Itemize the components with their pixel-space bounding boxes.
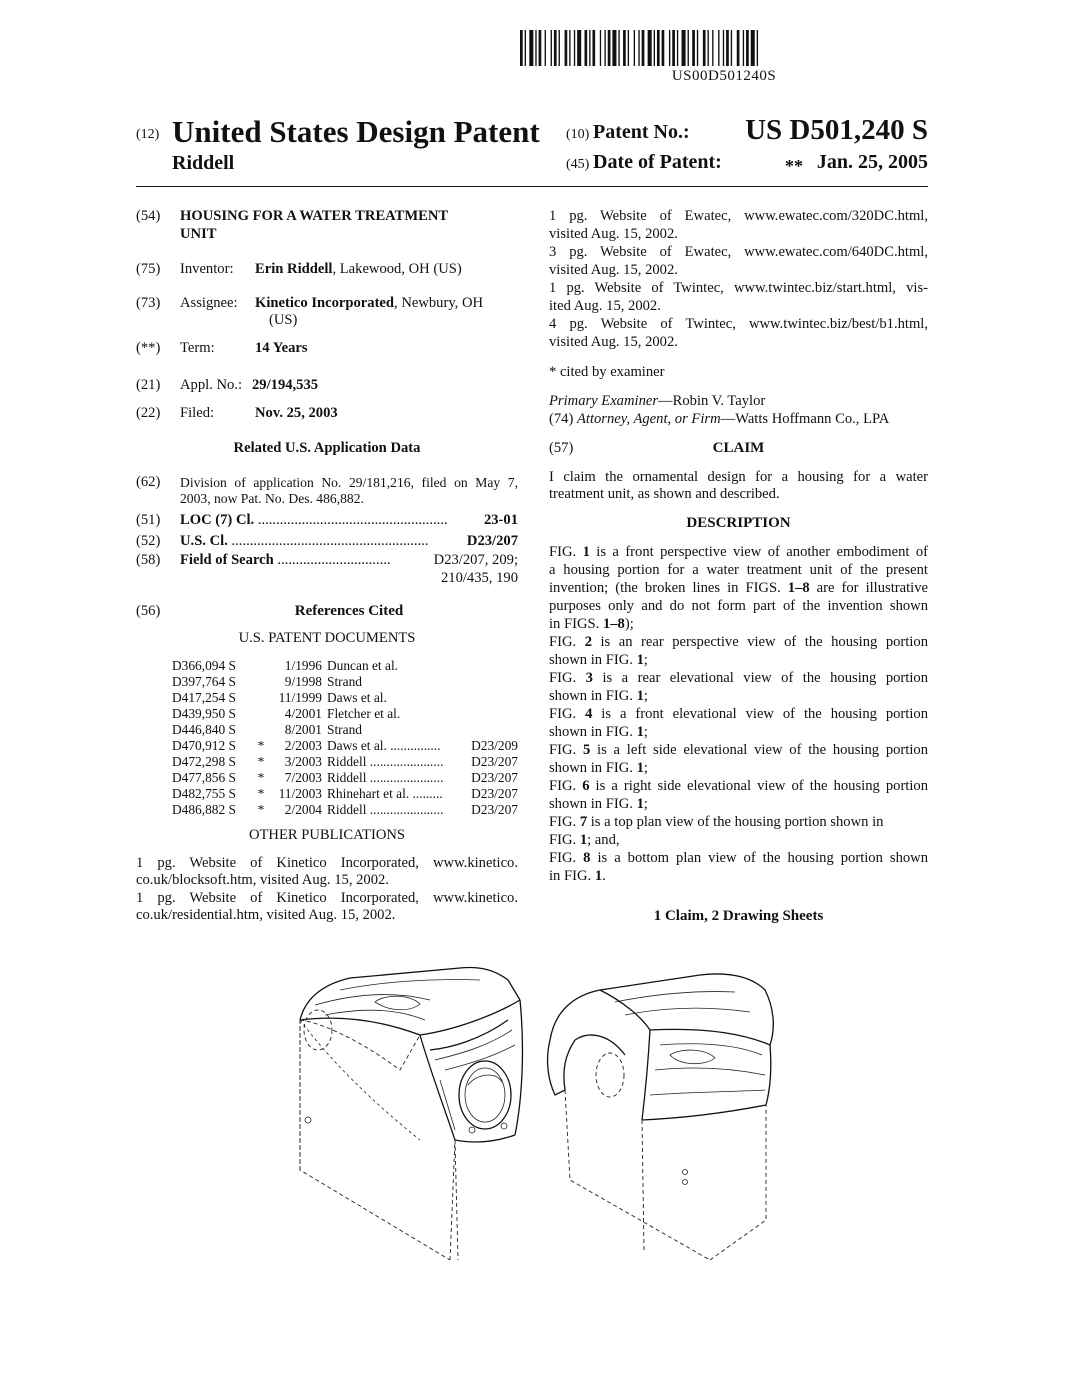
reference-name: Riddell ...................... xyxy=(327,770,444,785)
reference-class: D23/207 xyxy=(471,802,518,817)
description-text xyxy=(549,543,928,885)
header-rule xyxy=(136,186,928,187)
field-of-search-label: Field of Search xyxy=(180,552,274,568)
code-51: (51) xyxy=(136,512,161,528)
barcode-bar xyxy=(654,30,655,66)
figure-1-front-perspective xyxy=(280,960,540,1260)
barcode-bar xyxy=(712,30,713,66)
us-class-leader: ...................................................... xyxy=(227,533,429,549)
reference-date: 2/2003 xyxy=(284,738,322,753)
filed-label: Filed: xyxy=(180,405,215,421)
date-of-patent-label: Date of Patent: xyxy=(593,151,722,173)
reference-row xyxy=(172,722,518,738)
reference-row xyxy=(172,706,518,722)
reference-cited-mark: * xyxy=(257,738,265,753)
code-75: (75) xyxy=(136,261,161,277)
barcode-bar xyxy=(554,30,557,66)
us-class-label: U.S. Cl. xyxy=(180,533,228,549)
reference-class: D23/209 xyxy=(471,738,518,753)
title-line-1: HOUSING FOR A WATER TREATMENT xyxy=(180,208,449,224)
assignee xyxy=(255,295,483,312)
publication-line: visited Aug. 15, 2002. xyxy=(549,262,678,278)
reference-class: D23/207 xyxy=(471,754,518,769)
reference-number: D366,094 S xyxy=(172,658,236,673)
reference-row xyxy=(172,786,518,802)
barcode-bar xyxy=(746,30,749,66)
reference-number: D472,298 S xyxy=(172,754,236,769)
description-line: in FIG. 1. xyxy=(549,868,606,884)
publication-line: 4 pg. Website of Twintec, www.twintec.biz/best/b1.html, xyxy=(549,316,928,332)
term-value: 14 Years xyxy=(255,340,308,356)
barcode-bar xyxy=(529,30,533,66)
reference-name: Fletcher et al. xyxy=(327,706,401,721)
reference-date: 9/1998 xyxy=(284,674,322,689)
attorney xyxy=(549,411,889,428)
barcode-number: US00D501240S xyxy=(671,68,777,84)
description-line: shown in FIG. 1; xyxy=(549,796,648,812)
loc-class-value: 23-01 xyxy=(483,512,518,528)
barcode-bar xyxy=(718,30,719,66)
field-of-search-value-1: D23/207, 209; xyxy=(433,552,518,568)
code-45: (45) xyxy=(566,157,590,172)
description-line: shown in FIG. 1; xyxy=(549,760,648,776)
division-line-2: 2003, now Pat. No. Des. 486,882. xyxy=(180,491,364,506)
filed-date: Nov. 25, 2003 xyxy=(255,405,338,421)
inventor-surname: Riddell xyxy=(172,152,235,174)
loc-class-label: LOC (7) Cl. xyxy=(180,512,255,528)
description-line: FIG. 7 is a top plan view of the housing portion shown in xyxy=(549,814,884,830)
description-line: FIG. 6 is a right side elevational view of the housing portion xyxy=(549,778,929,794)
figure-2-rear-perspective xyxy=(540,960,800,1260)
barcode-bar xyxy=(743,30,744,66)
patent-number-label: Patent No.: xyxy=(593,121,690,143)
claims-and-sheets: 1 Claim, 2 Drawing Sheets xyxy=(653,908,824,924)
reference-name: Rhinehart et al. ......... xyxy=(327,786,443,801)
other-publications-heading: OTHER PUBLICATIONS xyxy=(248,827,406,843)
reference-date: 1/1996 xyxy=(284,658,322,673)
barcode-bar xyxy=(657,30,660,66)
primary-examiner xyxy=(549,393,765,410)
reference-name: Duncan et al. xyxy=(327,658,399,673)
description-line: a housing portion for a water treatment unit of the present xyxy=(549,562,928,578)
reference-date: 11/1999 xyxy=(278,690,322,705)
reference-row xyxy=(172,802,518,818)
barcode-bar xyxy=(520,30,523,66)
reference-class: D23/207 xyxy=(471,786,518,801)
publication-line: 1 pg. Website of Twintec, www.twintec.biz/start.html, vis- xyxy=(549,280,928,296)
reference-row xyxy=(172,770,518,786)
reference-number: D477,856 S xyxy=(172,770,236,785)
publication-line: 3 pg. Website of Ewatec, www.ewatec.com/640DC.html, xyxy=(549,244,928,260)
primary-examiner-label: Primary Examiner xyxy=(549,393,659,409)
assignee-location: , Newbury, OH xyxy=(394,295,484,311)
cited-by-examiner: * cited by examiner xyxy=(549,364,665,380)
reference-row xyxy=(172,754,518,770)
description-line: invention; (the broken lines in FIGS. 1–8 are for illustrative xyxy=(549,580,928,596)
barcode-bar xyxy=(638,30,639,66)
code-54: (54) xyxy=(136,208,161,224)
barcode-bar xyxy=(708,30,709,66)
reference-date: 11/2003 xyxy=(278,786,322,801)
code-58: (58) xyxy=(136,552,161,568)
barcode-bar xyxy=(634,30,635,66)
barcode-bar xyxy=(669,30,670,66)
barcode-bar xyxy=(600,30,601,66)
reference-cited-mark: * xyxy=(257,770,265,785)
right-column xyxy=(549,208,928,352)
reference-number: D470,912 S xyxy=(172,738,236,753)
barcode-bar xyxy=(612,30,616,66)
inventor-name: Erin Riddell xyxy=(255,261,333,277)
barcode-bar xyxy=(545,30,546,66)
reference-number: D486,882 S xyxy=(172,802,236,817)
reference-number: D446,840 S xyxy=(172,722,236,737)
title-line-2: UNIT xyxy=(180,226,217,242)
other-pub-1-line-2: co.uk/blocksoft.htm, visited Aug. 15, 2002. xyxy=(136,872,389,888)
term-label: Term: xyxy=(180,340,215,356)
description-line: FIG. 3 is a rear elevational view of the housing portion xyxy=(549,670,928,686)
claim-line-2: treatment unit, as shown and described. xyxy=(549,486,780,502)
barcode-bar xyxy=(574,30,575,66)
barcode-bar xyxy=(677,30,678,66)
reference-row xyxy=(172,674,518,690)
code-term: (**) xyxy=(136,340,161,356)
barcode-bar xyxy=(618,30,619,66)
division-line-1: Division of application No. 29/181,216, filed on May 7, xyxy=(180,475,518,490)
code-62: (62) xyxy=(136,474,161,490)
other-publications-continued xyxy=(549,208,928,351)
reference-date: 7/2003 xyxy=(284,770,322,785)
reference-name: Strand xyxy=(327,722,362,737)
inventor-label: Inventor: xyxy=(180,261,234,277)
publication-line: 1 pg. Website of Ewatec, www.ewatec.com/320DC.html, xyxy=(549,208,928,224)
barcode-bar xyxy=(628,30,629,66)
attorney-label: Attorney, Agent, or Firm xyxy=(576,411,721,427)
description-line: FIG. 1; and, xyxy=(549,832,620,848)
assignee-name: Kinetico Incorporated xyxy=(255,295,395,311)
barcode-bar xyxy=(688,30,689,66)
description-line: FIG. 1 is a front perspective view of another embodiment of xyxy=(549,544,928,560)
reference-cited-mark: * xyxy=(257,802,265,817)
other-pub-1-line-1: 1 pg. Website of Kinetico Incorporated, www.kinetico. xyxy=(136,855,518,871)
barcode-bar xyxy=(682,30,686,66)
barcode xyxy=(520,30,928,66)
code-10: (10) xyxy=(566,127,590,142)
description-line: purposes only and do not form part of the invention shown xyxy=(549,598,928,614)
barcode-bar xyxy=(757,30,758,66)
publication-line: visited Aug. 15, 2002. xyxy=(549,334,678,350)
description-line: shown in FIG. 1; xyxy=(549,652,648,668)
description-heading: DESCRIPTION xyxy=(686,515,791,531)
barcode-bar xyxy=(589,30,590,66)
reference-number: D482,755 S xyxy=(172,786,236,801)
description-line: FIG. 8 is a bottom plan view of the housing portion shown xyxy=(549,850,929,866)
barcode-bar xyxy=(551,30,552,66)
barcode-bar xyxy=(604,30,605,66)
description-line: shown in FIG. 1; xyxy=(549,688,648,704)
code-56: (56) xyxy=(136,603,161,619)
publication-line: visited Aug. 15, 2002. xyxy=(549,226,678,242)
barcode-bar xyxy=(737,30,740,66)
related-data-heading: Related U.S. Application Data xyxy=(233,440,421,456)
date-of-patent: Jan. 25, 2005 xyxy=(816,151,928,173)
description-line: FIG. 2 is an rear perspective view of the housing portion xyxy=(549,634,928,650)
appl-no: 29/194,535 xyxy=(252,377,319,393)
references-heading: References Cited xyxy=(294,603,404,619)
primary-examiner-name: —Robin V. Taylor xyxy=(658,393,766,409)
attorney-name: —Watts Hoffmann Co., LPA xyxy=(720,411,890,427)
barcode-bar xyxy=(726,30,729,66)
document-title: United States Design Patent xyxy=(172,114,540,149)
code-74: (74) xyxy=(549,411,574,427)
barcode-bar xyxy=(592,30,595,66)
barcode-bar xyxy=(608,30,611,66)
reference-name: Daws et al. xyxy=(327,690,387,705)
us-patent-documents-heading: U.S. PATENT DOCUMENTS xyxy=(238,630,416,646)
claim-line-1: I claim the ornamental design for a housing for a water xyxy=(549,469,928,485)
description-line: in FIGS. 1–8); xyxy=(549,616,634,632)
inventor-location: , Lakewood, OH (US) xyxy=(332,261,462,277)
reference-number: D397,764 S xyxy=(172,674,236,689)
reference-number: D417,254 S xyxy=(172,690,236,705)
reference-cited-mark: * xyxy=(257,786,265,801)
barcode-bar xyxy=(751,30,755,66)
assignee-label: Assignee: xyxy=(180,295,238,311)
loc-class-leader: .................................................... xyxy=(254,512,448,528)
claim-heading: CLAIM xyxy=(712,440,765,456)
barcode-bar xyxy=(525,30,526,66)
reference-number: D439,950 S xyxy=(172,706,236,721)
barcode-bar xyxy=(697,30,698,66)
field-of-search-leader: ............................... xyxy=(273,552,391,568)
description-line: FIG. 4 is a front elevational view of the housing portion xyxy=(549,706,928,722)
reference-class: D23/207 xyxy=(471,770,518,785)
reference-row xyxy=(172,690,518,706)
barcode-bar xyxy=(539,30,542,66)
code-73: (73) xyxy=(136,295,161,311)
other-pub-2-line-1: 1 pg. Website of Kinetico Incorporated, www.kinetico. xyxy=(136,890,518,906)
barcode-bar xyxy=(642,30,645,66)
reference-date: 8/2001 xyxy=(284,722,322,737)
inventor xyxy=(255,261,462,278)
publication-line: ited Aug. 15, 2002. xyxy=(549,298,661,314)
field-of-search-value-2: 210/435, 190 xyxy=(440,570,518,586)
reference-row xyxy=(172,738,518,754)
barcode-bar xyxy=(672,30,675,66)
barcode-bar xyxy=(703,30,706,66)
other-pub-2-line-2: co.uk/residential.htm, visited Aug. 15, 2002. xyxy=(136,907,396,923)
code-52: (52) xyxy=(136,533,161,549)
patent-number: US D501,240 S xyxy=(745,114,928,146)
reference-name: Strand xyxy=(327,674,362,689)
description-line: shown in FIG. 1; xyxy=(549,724,648,740)
assignee-country: (US) xyxy=(269,312,298,328)
reference-name: Riddell ...................... xyxy=(327,754,444,769)
code-12: (12) xyxy=(136,127,160,142)
reference-row xyxy=(172,658,518,674)
us-class-value: D23/207 xyxy=(466,533,518,549)
term-extension-mark: ** xyxy=(785,156,803,176)
barcode-bar xyxy=(731,30,732,66)
reference-name: Riddell ...................... xyxy=(327,802,444,817)
barcode-bar xyxy=(585,30,588,66)
description-line: FIG. 5 is a left side elevational view of the housing portion xyxy=(549,742,928,758)
appl-no-label: Appl. No.: xyxy=(180,377,243,393)
loc-class-row xyxy=(180,512,518,529)
barcode-bar xyxy=(623,30,626,66)
barcode-bar xyxy=(559,30,560,66)
barcode-bar xyxy=(723,30,724,66)
code-21: (21) xyxy=(136,377,161,393)
reference-date: 4/2001 xyxy=(284,706,322,721)
reference-name: Daws et al. ............... xyxy=(327,738,441,753)
reference-date: 2/2004 xyxy=(284,802,322,817)
barcode-bar xyxy=(662,30,665,66)
barcode-bar xyxy=(648,30,652,66)
barcode-bar xyxy=(692,30,695,66)
barcode-bar xyxy=(577,30,581,66)
reference-cited-mark: * xyxy=(257,754,265,769)
barcode-bar xyxy=(535,30,536,66)
barcode-bar xyxy=(569,30,570,66)
code-22: (22) xyxy=(136,405,161,421)
code-57: (57) xyxy=(549,440,574,456)
reference-date: 3/2003 xyxy=(284,754,322,769)
barcode-bar xyxy=(565,30,568,66)
